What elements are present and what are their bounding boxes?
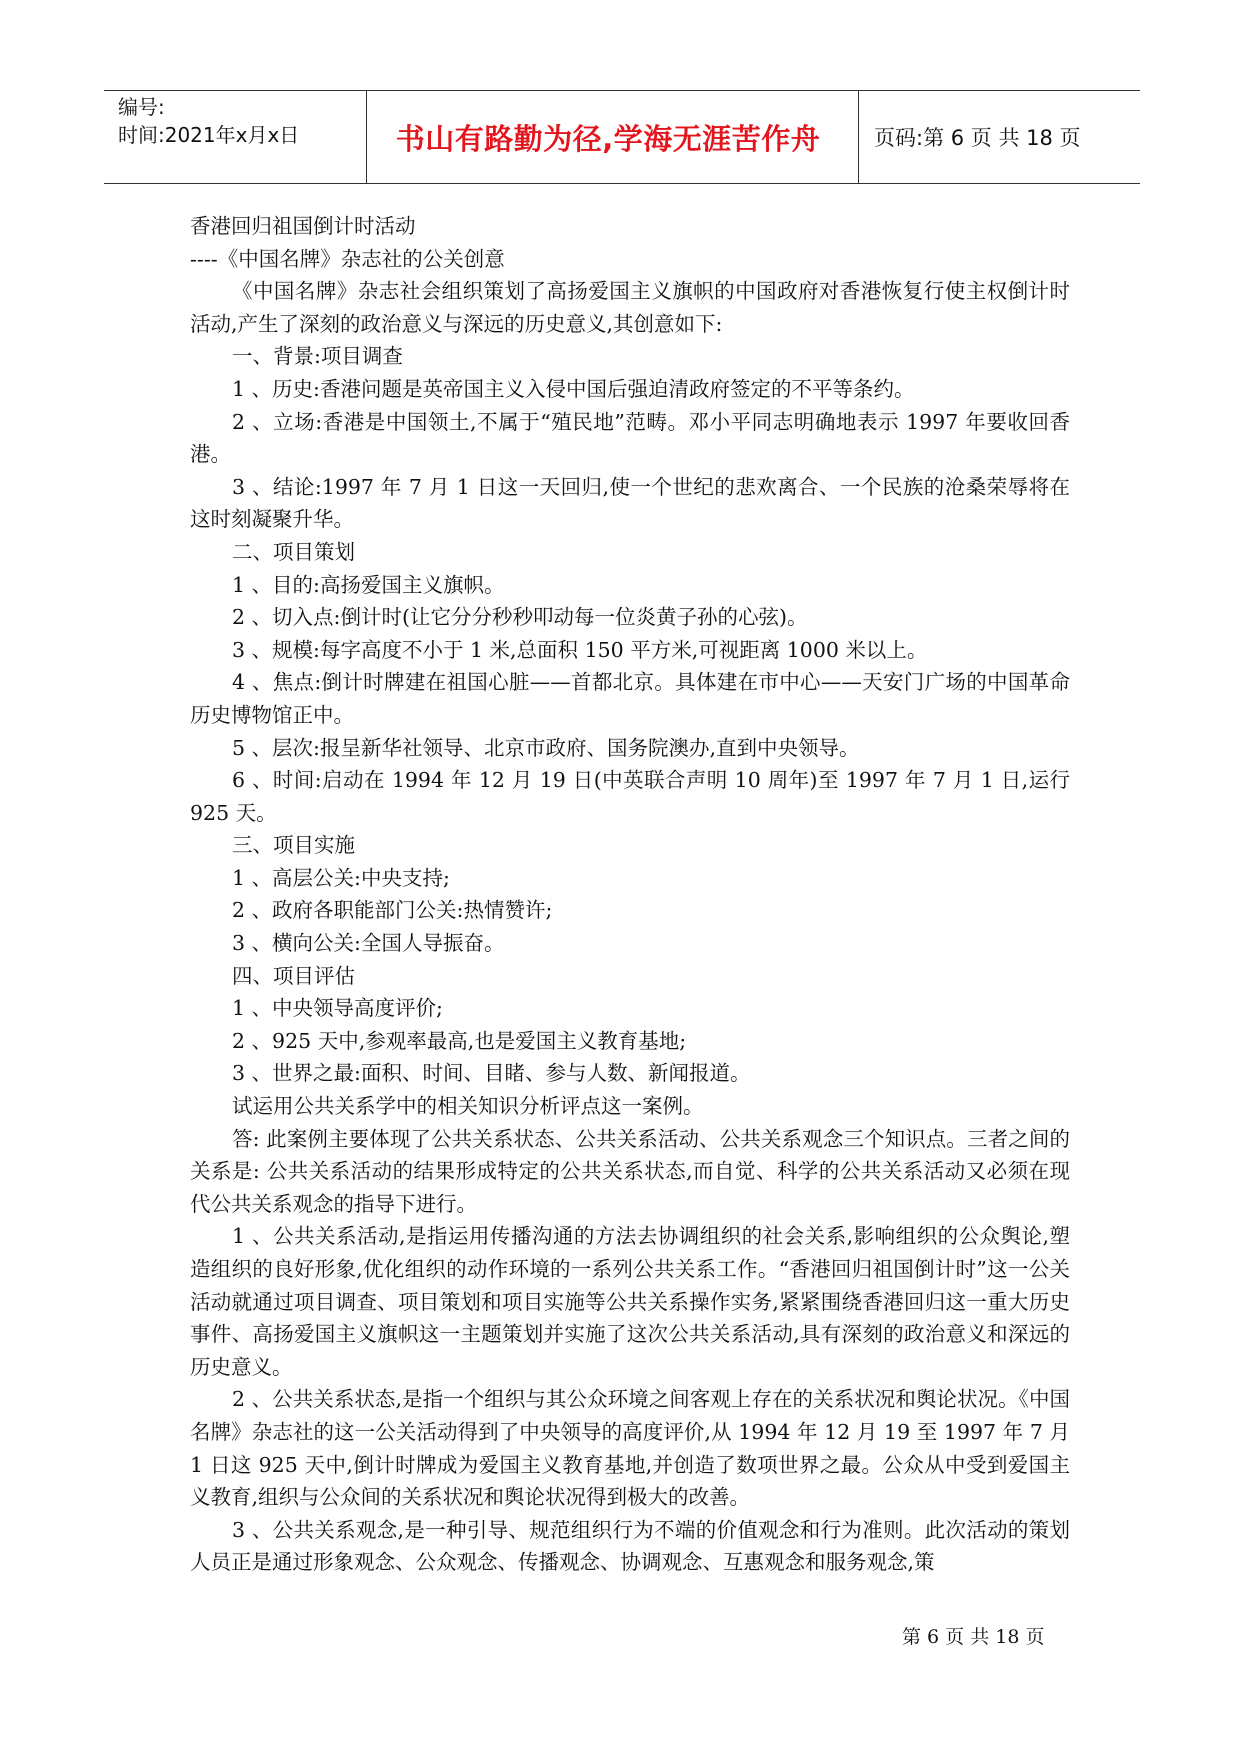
list-item: 4 、焦点:倒计时牌建在祖国心脏——首都北京。具体建在市中心——天安门广场的中国革命历史博物馆正中。 [190,670,1070,727]
list-item: 2 、政府各职能部门公关:热情赞许; [232,898,553,923]
list-item: 1 、中央领导高度评价; [232,996,443,1021]
header-meta [118,91,363,183]
answer-point: 2 、公共关系状态,是指一个组织与其公众环境之间客观上存在的关系状况和舆论状况。《中国名牌》杂志社的这一公关活动得到了中央领导的高度评价,从 1994 年 12 月 19 至 1997 年 7 月 1 日这 925 天中,倒计时牌成为爱国主义教育基地,并创造了数项世界之最。公众从中受到爱国主义教育,组织与公众间的关系状况和舆论状况得到极大的改善。 [190,1387,1070,1510]
time-label: 时间:2021年x月x日 [118,123,300,147]
section-heading: 一、背景:项目调查 [232,344,403,369]
list-item: 6 、时间:启动在 1994 年 12 月 19 日(中英联合声明 10 周年)至 1997 年 7 月 1 日,运行 925 天。 [190,768,1070,825]
list-item: 3 、结论:1997 年 7 月 1 日这一天回归,使一个世纪的悲欢离合、一个民族的沧桑荣辱将在这时刻凝聚升华。 [190,474,1070,532]
page-header [104,90,1140,184]
section-heading: 二、项目策划 [232,539,355,564]
list-item: 2 、925 天中,参观率最高,也是爱国主义教育基地; [232,1028,687,1053]
list-item: 1 、目的:高扬爱国主义旗帜。 [232,572,505,597]
header-motto: 书山有路勤为径,学海无涯苦作舟 [395,121,821,156]
list-item: 1 、高层公关:中央支持; [232,865,450,890]
document-title: 香港回归祖国倒计时活动 [190,214,416,238]
intro-paragraph: 《中国名牌》杂志社会组织策划了高扬爱国主义旗帜的中国政府对香港恢复行使主权倒计时活动,产生了深刻的政治意义与深远的历史意义,其创意如下: [190,279,1070,336]
section-heading: 四、项目评估 [232,963,355,988]
document-body [190,210,1070,1579]
number-label: 编号: [118,95,165,119]
list-item: 2 、切入点:倒计时(让它分分秒秒叩动每一位炎黄子孙的心弦)。 [232,605,808,630]
answer-point: 1 、公共关系活动,是指运用传播沟通的方法去协调组织的社会关系,影响组织的公众舆论,塑造组织的良好形象,优化组织的动作环境的一系列公共关系工作。“香港回归祖国倒计时”这一公关活动就通过项目调查、项目策划和项目实施等公共关系操作实务,紧紧围绕香港回归这一重大历史事件、高扬爱国主义旗帜这一主题策划并实施了这次公共关系活动,具有深刻的政治意义和深远的历史意义。 [190,1224,1070,1379]
answer-paragraph: 答: 此案例主要体现了公共关系状态、公共关系活动、公共关系观念三个知识点。三者之间的关系是: 公共关系活动的结果形成特定的公共关系状态,而自觉、科学的公共关系活动又必须在现代公共关系观念的指导下进行。 [190,1126,1070,1216]
list-item: 1 、历史:香港问题是英帝国主义入侵中国后强迫清政府签定的不平等条约。 [232,376,915,401]
list-item: 2 、立场:香港是中国领土,不属于“殖民地”范畴。邓小平同志明确地表示 1997 年要收回香港。 [190,409,1070,467]
question-paragraph: 试运用公共关系学中的相关知识分析评点这一案例。 [232,1094,704,1119]
list-item: 3 、横向公关:全国人导振奋。 [232,931,505,956]
page-footer-number: 第 6 页 共 18 页 [902,1626,1045,1648]
list-item: 5 、层次:报呈新华社领导、北京市政府、国务院澳办,直到中央领导。 [232,735,860,760]
section-heading: 三、项目实施 [232,833,355,858]
document-subtitle: ----《中国名牌》杂志社的公关创意 [190,246,505,271]
answer-point: 3 、公共关系观念,是一种引导、规范组织行为不端的价值观念和行为准则。此次活动的策划人员正是通过形象观念、公众观念、传播观念、协调观念、互惠观念和服务观念,策 [190,1517,1070,1575]
header-page-number: 页码:第 6 页 共 18 页 [874,126,1081,150]
list-item: 3 、规模:每字高度不小于 1 米,总面积 150 平方米,可视距离 1000 米以上。 [232,637,928,662]
list-item: 3 、世界之最:面积、时间、目睹、参与人数、新闻报道。 [232,1061,751,1086]
